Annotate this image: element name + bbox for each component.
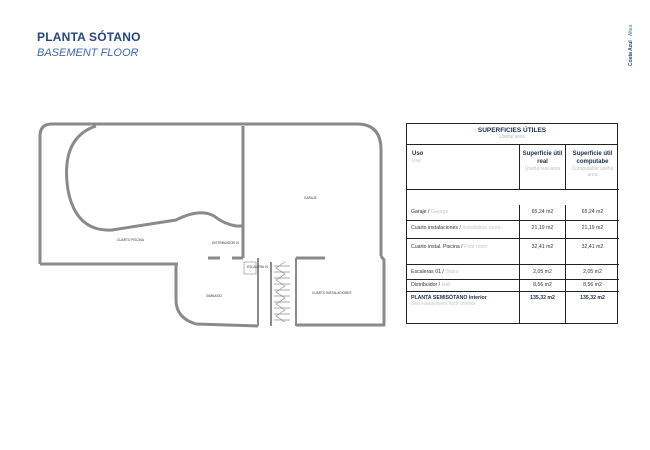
brand-name: Costa Azul (628, 40, 634, 66)
room-cuarto-piscina: CUARTO PISCINA (117, 238, 144, 242)
col-uso-label-en: Use (412, 158, 421, 164)
col-uso-label: Uso (412, 151, 424, 157)
outer-wall (40, 124, 381, 264)
total-comp: 135,32 m2 (580, 295, 605, 301)
row-comp: 21,19 m2 (581, 225, 604, 231)
total-label: PLANTA SEMISÓTANO Interior (411, 295, 487, 301)
row-real: 65,24 m2 (520, 205, 566, 220)
surface-table (406, 123, 618, 324)
row-label-en: Stairs (445, 269, 459, 275)
row-real: 8,56 m2 (520, 280, 566, 291)
row-comp: 8,56 m2 (583, 282, 602, 288)
page-title: PLANTA SÓTANO (37, 30, 141, 44)
total-real: 135,32 m2 (520, 292, 566, 323)
row-label: Distribuidor / (411, 282, 441, 288)
row-label: Escaleras 01 / (411, 269, 444, 275)
total-label-en: Semi-basement floor interior (411, 301, 477, 307)
table-row (407, 239, 619, 265)
table-row (407, 205, 619, 221)
col-comp-label: Superficie útil computabe (572, 151, 613, 165)
room-escalera: ESCALERA 01 (247, 265, 269, 269)
room-cuarto-instalaciones: CUARTO INSTALACIONES (312, 291, 352, 295)
table-row (407, 280, 619, 292)
col-real-header (520, 144, 566, 190)
col-real-label-en: Useful real area (524, 166, 561, 172)
room-garaje: GARAJE (304, 196, 317, 200)
row-label: Garaje / (411, 209, 430, 215)
row-label-en: Pool room (464, 244, 488, 250)
table-title: SUPERFICIES ÚTILES (477, 127, 547, 134)
row-label-en: Hall (441, 282, 451, 288)
row-comp: 32,41 m2 (581, 244, 604, 250)
row-label: Cuarto instal. Piscina / (411, 244, 463, 250)
table-total-row (407, 292, 619, 323)
col-comp-label-en: Computable useful area (571, 166, 614, 178)
col-uso-header (407, 144, 520, 190)
room-distribuidor: DISTRIBUIDOR 01 (212, 241, 240, 245)
table-title-en: Useful area (499, 134, 525, 140)
page-subtitle: BASEMENT FLOOR (37, 47, 139, 59)
row-comp: 65,24 m2 (581, 209, 604, 215)
col-comp-header (566, 144, 619, 190)
row-real: 2,05 m2 (520, 265, 566, 279)
row-comp: 2,05 m2 (583, 269, 602, 275)
brand-separator: · (628, 37, 634, 39)
row-real: 32,41 m2 (520, 239, 566, 264)
col-real-label: Superficie útil real (522, 151, 563, 165)
table-row (407, 265, 619, 280)
brand-place: Altea (628, 24, 634, 37)
pool-inner-curve (67, 126, 242, 230)
row-label-en: Garage (430, 209, 449, 215)
row-label-en: Installation room (462, 225, 501, 231)
row-label: Cuarto instalaciones / (411, 225, 461, 231)
table-row (407, 221, 619, 239)
stair-zigzag (276, 262, 285, 322)
row-real: 21,19 m2 (520, 221, 566, 238)
table-header (407, 124, 617, 145)
room-gimnasio: GIMNASIO (206, 294, 222, 298)
